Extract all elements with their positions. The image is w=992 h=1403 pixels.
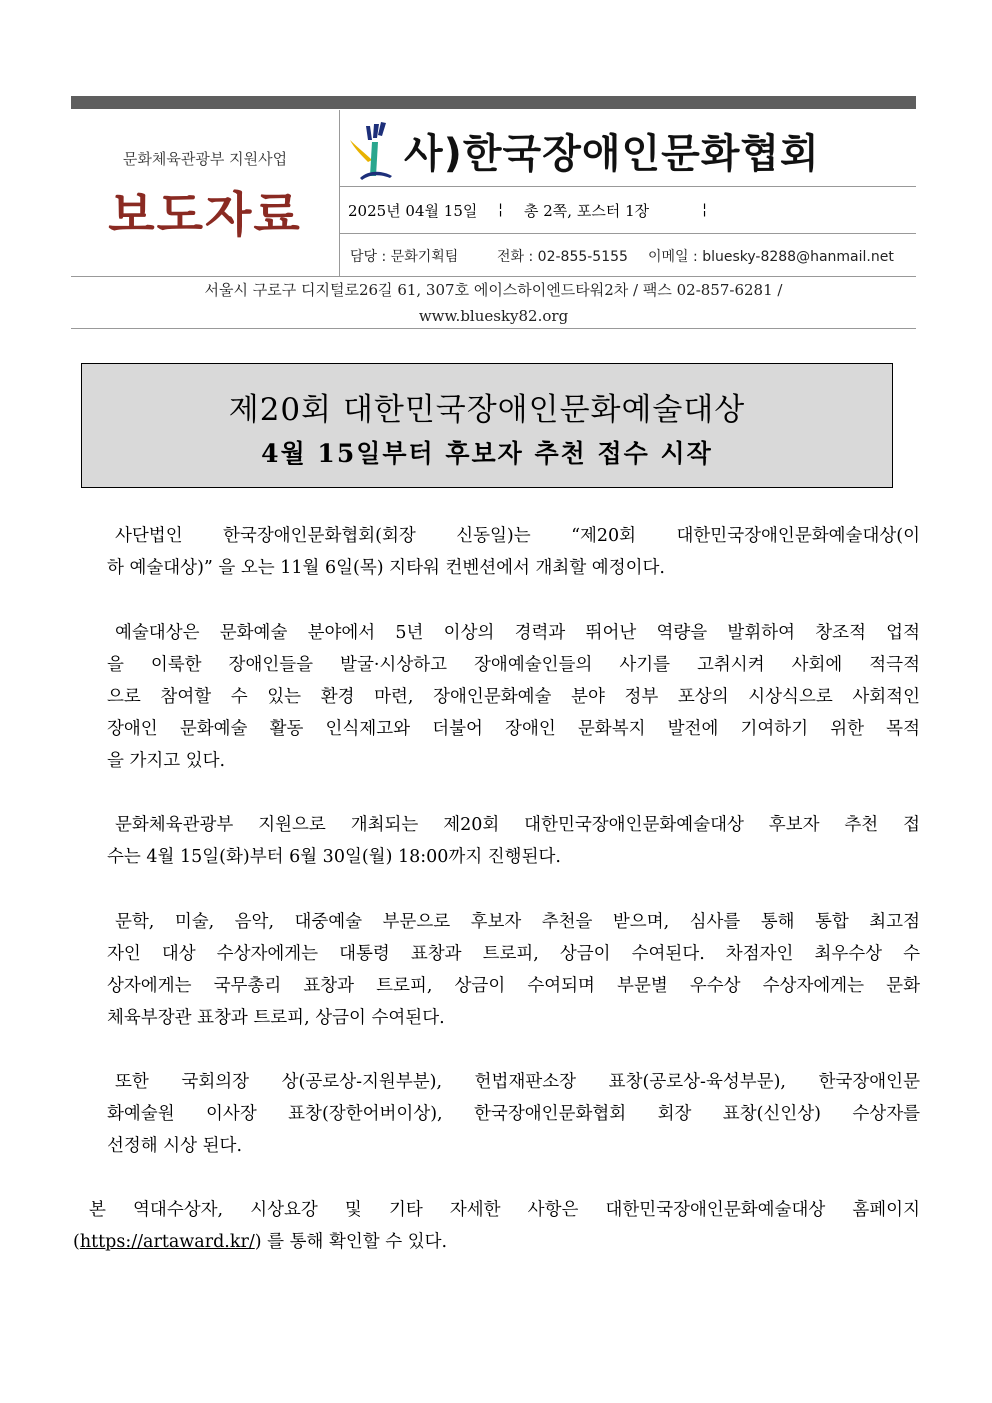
body-paragraph-3 — [107, 809, 920, 873]
website-link[interactable]: www.bluesky82.org — [418, 307, 569, 325]
contact-dept: 담당 : 문화기획팀 — [350, 249, 459, 265]
body-paragraph-4 — [107, 906, 920, 1034]
contact-row — [340, 234, 916, 276]
title-box — [81, 363, 893, 488]
closing-line: 본 역대수상자, 시상요강 및 기타 자세한 사항은 대한민국장애인문화예술대상 홈페이지 — [89, 1200, 920, 1220]
main-title: 제20회 대한민국장애인문화예술대상 — [228, 392, 746, 428]
sponsor-label: 문화체육관광부 지원사업 — [122, 150, 288, 168]
closing-paragraph — [73, 1194, 920, 1258]
address-top-rule — [71, 276, 916, 277]
logo-row — [340, 110, 916, 187]
contact-phone: 전화 : 02-855-5155 — [497, 249, 628, 265]
link-open-paren: ( — [73, 1232, 80, 1252]
org-name: 사)한국장애인문화협회 — [404, 131, 820, 177]
body-line: 예술대상은 문화예술 분야에서 5년 이상의 경력과 뛰어난 역량을 발휘하여 창조적 업적 — [115, 623, 920, 643]
separator-bar: ¦ — [498, 200, 504, 218]
closing-rest: ) 를 통해 확인할 수 있다. — [254, 1232, 448, 1252]
body-line: 장애인 문화예술 활동 인식제고와 더불어 장애인 문화복지 발전에 기여하기 위한 목적 — [107, 719, 920, 739]
header-left-panel — [71, 110, 339, 276]
body-line: 문화체육관광부 지원으로 개최되는 제20회 대한민국장애인문화예술대상 후보자 추천 접 — [115, 815, 920, 835]
closing-line — [73, 1226, 920, 1258]
body-line: 화예술원 이사장 표창(장한어버이상), 한국장애인문화협회 회장 표창(신인상) 수상자를 — [107, 1104, 920, 1124]
page-count: 총 2쪽, 포스터 1장 — [524, 202, 650, 220]
press-release-label: 보도자료 — [108, 187, 302, 243]
body-paragraph-1 — [107, 520, 920, 584]
header-top-bar — [71, 96, 916, 109]
body-line: 문학, 미술, 음악, 대중예술 부문으로 후보자 추천을 받으며, 심사를 통해 통합 최고점 — [115, 912, 920, 932]
body-line: 또한 국회의장 상(공로상-지원부분), 헌법재판소장 표창(공로상-육성부문), 한국장애인문 — [115, 1072, 920, 1092]
body-paragraph-5 — [107, 1066, 920, 1162]
contact-email: 이메일 : bluesky-8288@hanmail.net — [648, 249, 894, 265]
body-line: 을 가지고 있다. — [107, 751, 226, 771]
body-line: 수는 4월 15일(화)부터 6월 30일(월) 18:00까지 진행된다. — [107, 847, 561, 867]
body-line: 체육부장관 표창과 트로피, 상금이 수여된다. — [107, 1008, 445, 1028]
body-paragraph-2 — [107, 617, 920, 777]
body-line: 사단법인 한국장애인문화협회(회장 신동일)는 “제20회 대한민국장애인문화예술대상(이 — [115, 526, 920, 546]
address-bottom-rule — [71, 328, 916, 329]
body-line: 을 이룩한 장애인들을 발굴·시상하고 장애예술인들의 사기를 고취시켜 사회에 적극적 — [107, 655, 920, 675]
body-line: 자인 대상 수상자에게는 대통령 표창과 트로피, 상금이 수여된다. 차점자인 최우수상 수 — [107, 944, 920, 964]
header-right-panel — [340, 110, 916, 276]
address-line: 서울시 구로구 디지털로26길 61, 307호 에이스하이엔드타워2차 / 팩스 02-857-6281 / — [204, 281, 783, 299]
date-row — [340, 187, 916, 234]
org-logo-icon — [348, 120, 408, 182]
release-date: 2025년 04월 15일 — [348, 202, 478, 220]
body-line: 으로 참여할 수 있는 환경 마련, 장애인문화예술 분야 정부 포상의 시상식으로 사회적인 — [107, 687, 920, 707]
separator-bar: ¦ — [702, 200, 708, 218]
artaward-link[interactable]: https://artaward.kr/ — [79, 1232, 255, 1252]
body-line: 상자에게는 국무총리 표창과 트로피, 상금이 수여되며 부문별 우수상 수상자에게는 문화 — [107, 976, 920, 996]
body-line: 하 예술대상)” 을 오는 11월 6일(목) 지타워 컨벤션에서 개최할 예정이다. — [107, 558, 665, 578]
sub-title: 4월 15일부터 후보자 추천 접수 시작 — [261, 439, 713, 468]
body-line: 선정해 시상 된다. — [107, 1136, 243, 1156]
